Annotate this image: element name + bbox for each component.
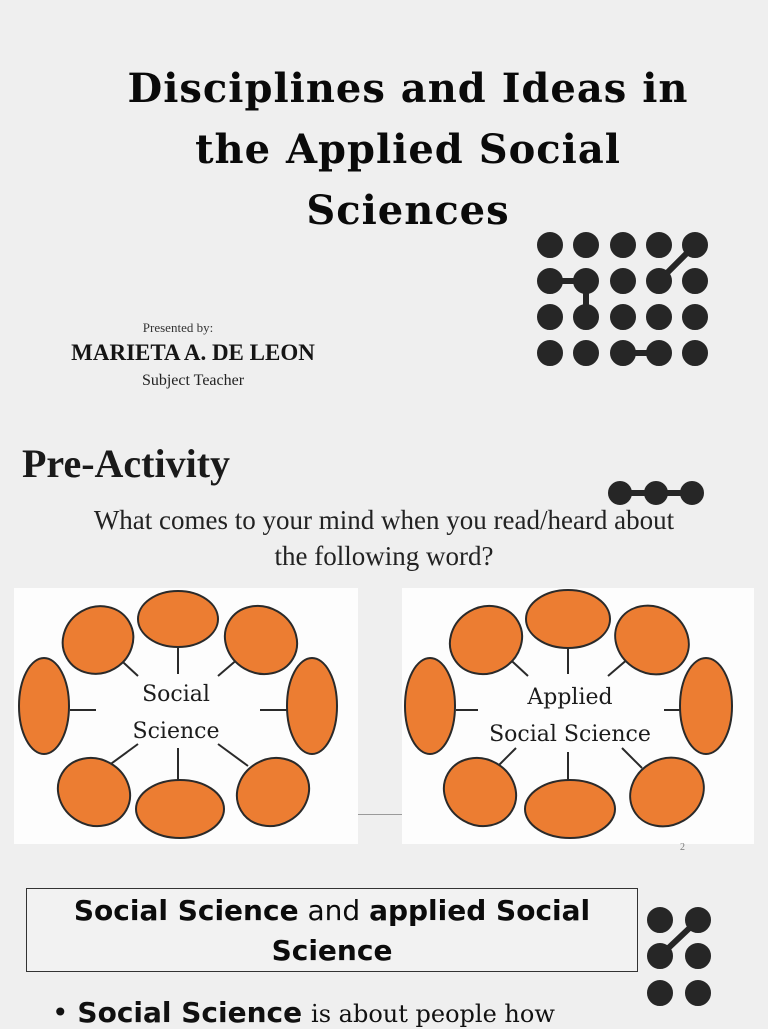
section-heading-box [26,888,638,972]
dot [613,343,633,363]
orange-bubble [525,780,615,838]
dot [650,910,670,930]
dot [576,343,596,363]
title-line-2: the Applied Social [195,126,621,173]
orange-bubble [680,658,732,754]
presenter-role: Subject Teacher [141,372,245,389]
diagram-label-line-1: Social [142,682,210,707]
dot [650,946,670,966]
question-line-1: What comes to your mind when you read/heard about [93,505,675,535]
dot [685,307,705,327]
orange-bubble [437,593,534,687]
orange-bubble [526,590,610,648]
dot [613,271,633,291]
divider-line [358,814,402,815]
dot [685,235,705,255]
diagram-label-line-1: Applied [527,685,613,710]
dot [540,307,560,327]
orange-bubble [431,745,528,839]
heading-part-2: and [307,894,361,927]
dot [688,910,708,930]
social-science-diagram [14,588,358,844]
question-line-2: the following word? [274,541,494,571]
dot [688,983,708,1003]
orange-bubble [138,591,218,647]
presenter-name: MARIETA A. DE LEON [71,340,315,365]
bullet-text: is about people how [311,1000,555,1028]
diagram-label-line-2: Science [132,719,220,744]
orange-bubble [287,658,337,754]
dot [613,307,633,327]
dot [685,343,705,363]
dot [685,271,705,291]
heading-part-3: applied Social [369,894,591,927]
diagram-label-line-2: Social Science [489,722,651,747]
bullet-term: Social Science [77,996,303,1029]
presented-by-label: Presented by: [142,320,214,335]
orange-bubble [50,593,145,686]
bullet-item [52,996,652,1029]
diagram-center-label [106,676,246,750]
dot-grid-decoration-bottom [640,900,720,1024]
title-line-1: Disciplines and Ideas in [127,65,689,112]
orange-bubble [136,780,224,838]
heading-part-1: Social Science [73,894,299,927]
orange-bubble [405,658,455,754]
diagram-center-label [468,679,672,753]
dot [576,271,596,291]
pre-activity-question [40,502,728,574]
heading-part-4: Science [271,934,393,967]
dot [647,484,665,502]
page-number: 2 [680,842,685,853]
orange-bubble [19,658,69,754]
slide-title [80,58,736,241]
bullet-marker: • [52,996,69,1029]
dot [576,235,596,255]
title-line-3: Sciences [306,187,510,234]
dot-grid-decoration [530,228,720,368]
dot [649,343,669,363]
dot [649,307,669,327]
dot [540,235,560,255]
dot [650,983,670,1003]
dot [540,271,560,291]
pre-activity-title: Pre-Activity [22,441,231,486]
dot [688,946,708,966]
dot [613,235,633,255]
orange-bubble [45,745,142,839]
dot [683,484,701,502]
dot [649,235,669,255]
applied-social-science-diagram [402,588,754,844]
dot [540,343,560,363]
dot [576,307,596,327]
dot [611,484,629,502]
dot [649,271,669,291]
